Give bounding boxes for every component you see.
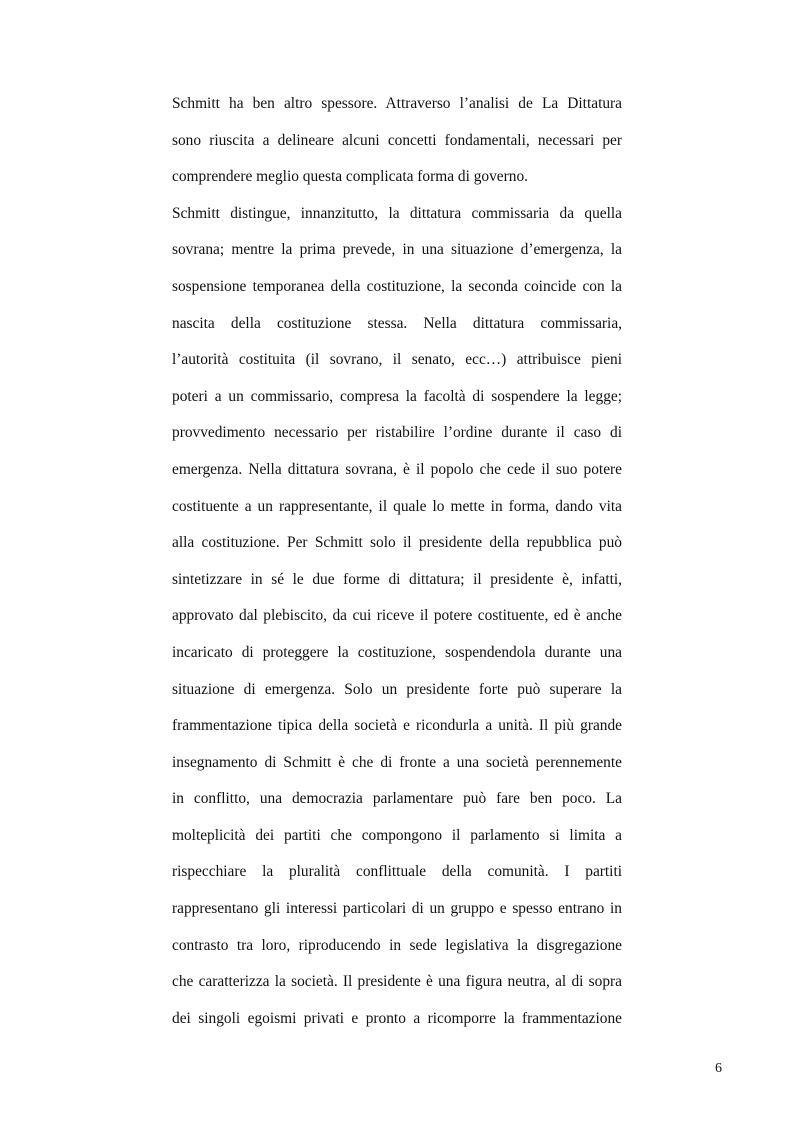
text-line-20: in conflitto, una democrazia parlamentare può fare ben poco. La [172,790,622,808]
text-line-21: molteplicità dei partiti che compongono il parlamento si limita a [172,826,622,844]
text-line-5: sovrana; mentre la prima prevede, in una situazione d’emergenza, la [172,241,622,259]
text-line-4: Schmitt distingue, innanzitutto, la dittatura commissaria da quella [172,204,622,222]
text-line-14: sintetizzare in sé le due forme di dittatura; il presidente è, infatti, [172,570,622,588]
text-line-23: rappresentano gli interessi particolari di un gruppo e spesso entrano in [172,900,622,918]
text-line-6: sospensione temporanea della costituzione, la seconda coincide con la [172,277,622,295]
text-line-26: dei singoli egoismi privati e pronto a ricomporre la frammentazione [172,1009,622,1027]
body-text [172,90,622,1041]
text-line-10: provvedimento necessario per ristabilire l’ordine durante il caso di [172,424,622,442]
text-line-9: poteri a un commissario, compresa la facoltà di sospendere la legge; [172,387,622,405]
text-line-8: l’autorità costituita (il sovrano, il senato, ecc…) attribuisce pieni [172,351,622,369]
text-line-19: insegnamento di Schmitt è che di fronte a una società perennemente [172,753,622,771]
text-line-7: nascita della costituzione stessa. Nella dittatura commissaria, [172,314,622,332]
text-line-11: emergenza. Nella dittatura sovrana, è il popolo che cede il suo potere [172,460,622,478]
text-line-12: costituente a un rappresentante, il quale lo mette in forma, dando vita [172,497,622,515]
text-line-1: Schmitt ha ben altro spessore. Attraverso l’analisi de La Dittatura [172,95,622,112]
text-line-15: approvato dal plebiscito, da cui riceve il potere costituente, ed è anche [172,607,622,625]
text-line-17: situazione di emergenza. Solo un presidente forte può superare la [172,680,622,698]
text-line-16: incaricato di proteggere la costituzione, sospendendola durante una [172,643,622,661]
text-line-2: sono riuscita a delineare alcuni concetti fondamentali, necessari per [172,131,622,149]
text-line-22: rispecchiare la pluralità conflittuale della comunità. I partiti [172,863,622,881]
text-line-25: che caratterizza la società. Il presidente è una figura neutra, al di sopra [172,973,622,991]
page-number: 6 [715,1061,722,1076]
text-line-13: alla costituzione. Per Schmitt solo il presidente della repubblica può [172,534,622,552]
text-line-3: comprendere meglio questa complicata forma di governo. [172,168,528,186]
text-line-24: contrasto tra loro, riproducendo in sede legislativa la disgregazione [172,936,622,954]
text-line-18: frammentazione tipica della società e ricondurla a unità. Il più grande [172,717,622,735]
